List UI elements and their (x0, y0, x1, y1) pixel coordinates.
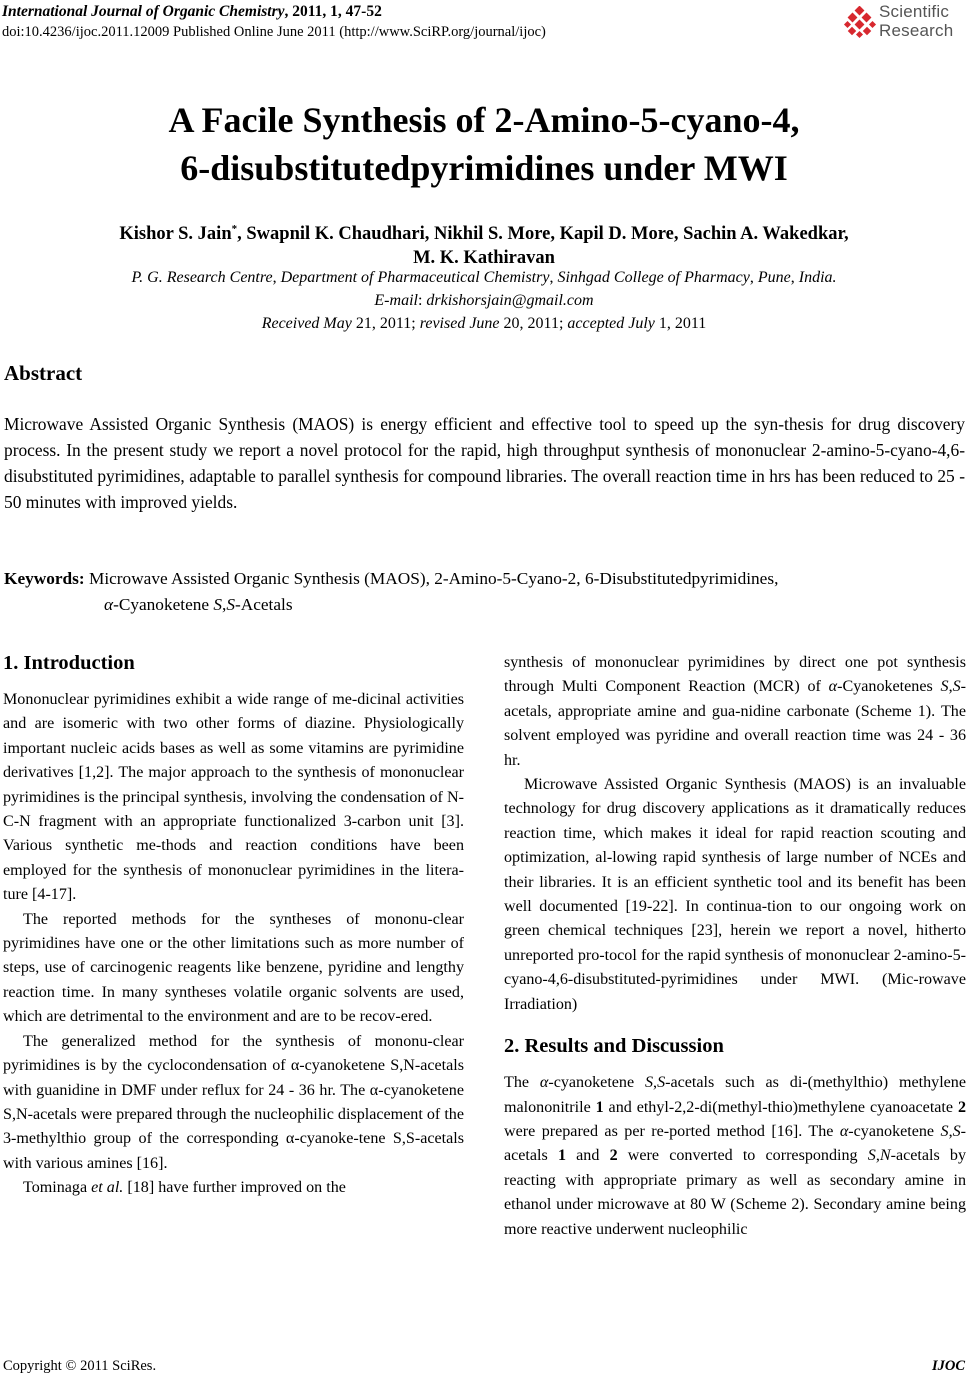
doi-line: doi:10.4236/ijoc.2011.12009 Published Online June 2011 (http://www.SciRP.org/journal/ijoc) (2, 24, 546, 40)
logo-line-1: Scientific (879, 2, 950, 21)
revised-date: 20, 2011; (499, 315, 568, 332)
left-column (3, 648, 464, 1201)
r3-s1: S (645, 1074, 654, 1092)
r1-c: -Cyanoketenes (837, 678, 941, 696)
email-address[interactable]: drkishorsjain@gmail.com (426, 292, 594, 309)
publisher-logo-text (879, 2, 953, 40)
kw-s1: S (213, 595, 223, 614)
publisher-logo-mark-icon (843, 6, 877, 40)
received-label: Received May (261, 315, 352, 332)
email-label: E-mail (374, 292, 418, 309)
copyright-notice: Copyright © 2011 SciRes. (3, 1358, 157, 1374)
keywords-line-2 (4, 592, 965, 618)
r3-s5: S (867, 1147, 876, 1165)
r3-comma-3: , (875, 1147, 880, 1165)
r1-s1: S (940, 678, 949, 696)
results-paragraph-1 (504, 1071, 966, 1242)
accepted-label: accepted July (567, 315, 655, 332)
journal-volume-pages: , 2011, 1, 47-52 (284, 3, 382, 20)
r1-comma: , (948, 678, 953, 696)
section-gap (504, 1017, 966, 1031)
intro-paragraph-4 (3, 1176, 464, 1200)
r3-compound-1b: 1 (557, 1147, 566, 1165)
affiliation-college: Sinhgad College of Pharmacy (557, 269, 750, 286)
right-paragraph-1 (504, 651, 966, 773)
affiliation-centre: P. G. Research Centre (131, 269, 273, 286)
p4-text-a: Tominaga (23, 1179, 92, 1197)
r3-m: -cyanoketene (848, 1122, 941, 1140)
r3-comma: , (653, 1074, 658, 1092)
r3-u: were converted to corresponding (617, 1147, 868, 1165)
r3-a: The (504, 1074, 540, 1092)
p4-text-c: [18] have further improved on the (123, 1179, 346, 1197)
abstract-body: Microwave Assisted Organic Synthesis (MAOS) is energy efficient and effective tool to speed up the syn-thesis for drug discovery process. In the present study we report a novel protocol for the rapid, high throughput synthesis of mononuclear 2-amino-5-cyano-4,6-disubstituted pyrimidines, adaptable to parallel synthesis for compound libraries. The overall reaction time in hrs has been reduced to 25 - 50 minutes with improved yields. (4, 414, 965, 512)
revised-label: revised June (419, 315, 500, 332)
kw-acetals: -Acetals (234, 595, 293, 614)
keywords-label: Keywords: (4, 569, 85, 588)
r3-k: were prepared as per re-ported method [16]. The (504, 1122, 840, 1140)
co-authors: , Swapnil K. Chaudhari, Nikhil S. More, Kapil D. More, Sachin A. Wakedkar, (237, 224, 849, 245)
page-footer (3, 1358, 965, 1375)
r3-q: -acetals (504, 1122, 967, 1165)
corresponding-author: Kishor S. Jain (119, 224, 232, 245)
kw-s2: S (226, 595, 235, 614)
introduction-heading: 1. Introduction (3, 652, 135, 674)
authors-line-1 (0, 217, 968, 246)
r1-alpha: α (828, 678, 838, 696)
title-line-2: 6-disubstitutedpyrimidines under MWI (180, 148, 788, 188)
right-paragraph-2: Microwave Assisted Organic Synthesis (MAOS) is an invaluable technology for drug discovery applications as it dramatically reduces reaction time, which makes it ideal for rapid reaction scouting and optimization, al-lowing rapid synthesis of large number of NCEs and their libraries. It is an efficient synthetic tool and its benefit has been well documented [19-22]. In continua-tion to our ongoing work on green chemical techniques [23], herein we report a novel, hitherto unreported pro-tocol for the rapid synthesis of mononuclear 2-amino-5-cyano-4,6-disubstituted-pyrimidines under MWI. (Mic-rowave Irradiation) (504, 776, 966, 1013)
paper-title (0, 96, 968, 192)
title-line-1: A Facile Synthesis of 2-Amino-5-cyano-4, (168, 100, 800, 140)
email-line: E-mail: drkishorsjain@gmail.com (374, 292, 594, 309)
p4-et-al: et al. (91, 1179, 124, 1197)
dates-line (0, 312, 968, 335)
kw-comma: , (222, 595, 227, 614)
journal-citation-line (2, 2, 842, 22)
publisher-logo (843, 2, 965, 44)
intro-paragraph-3: The generalized method for the synthesis of mononu-clear pyrimidines is by the cyclocondensation of α-cyanoketene S,N-acetals with guanidine in DMF under reflux for 24 - 36 hr. The α-cyanoketene S,N-acetals were prepared through the nucleophilic displacement of the 3-methylthio group of the corresponding α-cyanoke-tene S,S-acetals with various amines [16]. (3, 1032, 464, 1172)
r3-c: -cyanoketene (548, 1074, 645, 1092)
results-heading: 2. Results and Discussion (504, 1035, 724, 1058)
keywords-block (4, 566, 965, 618)
r3-s4: S (952, 1122, 961, 1140)
r3-alpha-2: α (839, 1122, 849, 1140)
affiliation-country: India. (798, 269, 837, 286)
r3-compound-2b: 2 (609, 1147, 618, 1165)
r3-s2: S (657, 1074, 666, 1092)
r3-alpha: α (539, 1074, 549, 1092)
abstract-heading: Abstract (4, 361, 83, 385)
r3-n: N (879, 1147, 891, 1165)
affiliation-city: Pune (757, 269, 791, 286)
journal-name: International Journal of Organic Chemistry (2, 3, 285, 20)
logo-line-2: Research (879, 21, 954, 40)
author-list (0, 217, 968, 270)
intro-paragraph-1: Mononuclear pyrimidines exhibit a wide range of me-dicinal activities and are isomeric with two other forms of diazine. Physiologically important nucleic acids bases as well as some vitamins are pyrimidine derivatives [1,2]. The major approach to the synthesis of mononuclear pyrimidines is the principal synthesis, involving the condensation of N-C-N fragment with an appropriate functionalized 3-carbon unit [3]. Various synthetic me-thods and reaction conditions have been employed for the synthesis of mononuclear pyrimidines in the litera-ture [4-17]. (3, 691, 464, 904)
affiliation-dept: Department of Pharmaceutical Chemistry (280, 269, 550, 286)
r1-g: -acetals, appropriate amine and gua-nidine carbonate (Scheme 1). The solvent employed was pyridine and overall reaction time was 24 - 36 hr. (504, 678, 966, 769)
r1-s2: S (952, 678, 961, 696)
kw-alpha: α (104, 595, 114, 614)
authors-line-2: M. K. Kathiravan (413, 248, 555, 269)
received-date: 21, 2011; (351, 315, 420, 332)
r1-a: synthesis of mononuclear pyrimidines by direct one pot synthesis through Multi Component Reaction (MCR) of (504, 654, 966, 696)
kw-text: -Cyanoketene (113, 595, 214, 614)
right-column (504, 651, 966, 1242)
journal-abbreviation: IJOC (931, 1358, 965, 1374)
r3-s: and (566, 1147, 610, 1165)
journal-header (2, 2, 842, 42)
affiliation-block (0, 266, 968, 335)
r3-compound-1: 1 (595, 1098, 604, 1116)
accepted-date: 1, 2011 (654, 315, 707, 332)
intro-paragraph-2: The reported methods for the syntheses of mononu-clear pyrimidines have one or the other limitations such as more number of steps, use of carcinogenic reagents like benzene, pyridine and lengthy reaction time. In many syntheses volatile organic solvents are used, which are detrimental to the environment and are to be recov-ered. (3, 910, 464, 1026)
corresponding-mark: * (231, 223, 238, 235)
r3-s3: S (940, 1122, 949, 1140)
affiliation-line: P. G. Research Centre, Department of Pharmaceutical Chemistry, Sinhgad College of Pharmacy, Pune, India. (131, 269, 837, 286)
r3-i: and ethyl-2,2-di(methyl-thio)methylene cyanoacetate (603, 1098, 958, 1116)
r3-compound-2: 2 (957, 1098, 966, 1116)
r3-y: -acetals by reacting with appropriate primary as well as secondary amine in ethanol under microwave at 80 W (Scheme 2). Secondary amine being more reactive underwent nucleophilic (504, 1147, 966, 1238)
keywords-line-1: Microwave Assisted Organic Synthesis (MAOS), 2-Amino-5-Cyano-2, 6-Disubstitutedpyrimidines, (84, 569, 779, 588)
r3-comma-2: , (948, 1122, 953, 1140)
r3-g: -acetals such as di-(methylthio) methylene malononitrile (504, 1074, 966, 1116)
